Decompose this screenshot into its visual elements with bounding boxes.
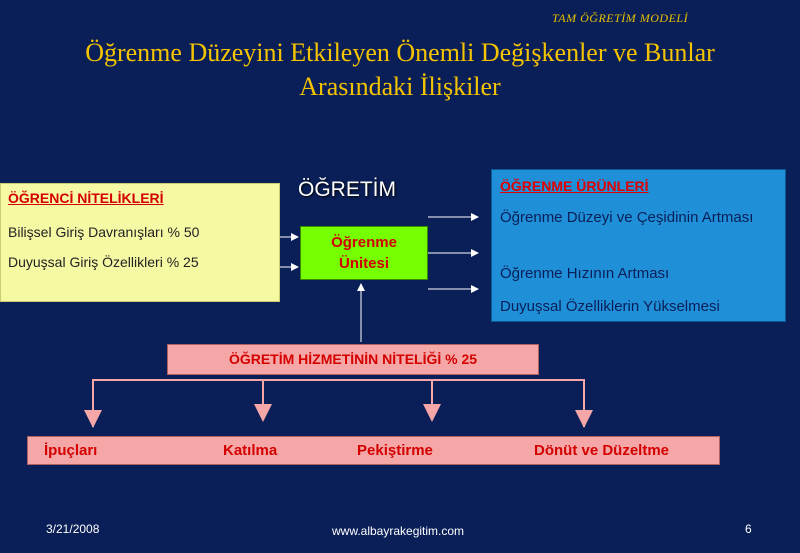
bracket-horizontal bbox=[93, 380, 584, 427]
title-line-1: Öğrenme Düzeyini Etkileyen Önemli Değişkenler ve Bunlar bbox=[85, 38, 715, 67]
component-reinforcement: Pekiştirme bbox=[357, 442, 433, 459]
footer-date: 3/21/2008 bbox=[46, 522, 100, 536]
student-item: Duyuşsal Giriş Özellikleri % 25 bbox=[8, 254, 199, 270]
learning-unit-box bbox=[300, 226, 428, 280]
student-box-title: ÖĞRENCİ NİTELİKLERİ bbox=[8, 190, 164, 206]
component-feedback-correction: Dönüt ve Düzeltme bbox=[534, 442, 670, 459]
outcome-item: Öğrenme Düzeyi ve Çeşidinin Artması bbox=[500, 209, 754, 226]
ogretim-label: ÖĞRETİM bbox=[298, 178, 396, 201]
student-item: Bilişsel Giriş Davranışları % 50 bbox=[8, 224, 200, 240]
title-line-2: Arasındaki İlişkiler bbox=[299, 72, 501, 101]
slide-title bbox=[20, 36, 780, 104]
footer-url: www.albayrakegitim.com bbox=[332, 524, 465, 538]
outcomes-box-title: ÖĞRENME ÜRÜNLERİ bbox=[500, 178, 649, 194]
outcome-item: Duyuşsal Özelliklerin Yükselmesi bbox=[500, 298, 720, 315]
quality-components-bar bbox=[27, 436, 720, 465]
student-characteristics-box bbox=[0, 183, 280, 302]
component-participation: Katılma bbox=[223, 442, 278, 459]
header-tag: TAM ÖĞRETİM MODELİ bbox=[552, 11, 689, 25]
unit-line-2: Ünitesi bbox=[338, 255, 389, 272]
learning-outcomes-box bbox=[491, 169, 786, 322]
footer-page-number: 6 bbox=[745, 522, 752, 536]
unit-line-1: Öğrenme bbox=[331, 234, 397, 251]
component-cues: İpuçları bbox=[44, 442, 98, 459]
outcome-item: Öğrenme Hızının Artması bbox=[500, 265, 670, 282]
instruction-quality-box: ÖĞRETİM HİZMETİNİN NİTELİĞİ % 25 bbox=[167, 344, 539, 375]
